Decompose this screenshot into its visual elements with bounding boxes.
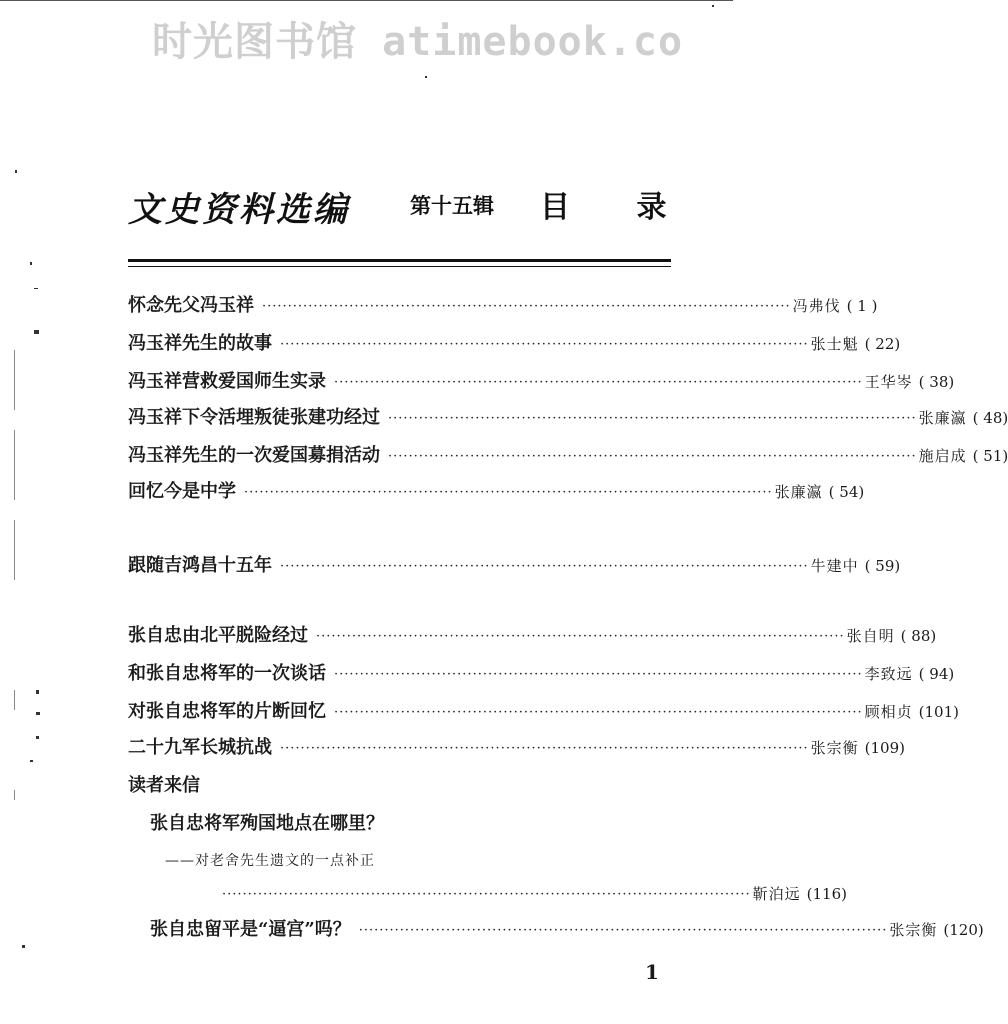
toc-entry[interactable] xyxy=(128,294,878,318)
scan-speck xyxy=(30,262,32,265)
entry-author: 张廉瀛 xyxy=(918,409,967,427)
leader-dots: ······································································································· xyxy=(262,299,791,314)
scan-speck xyxy=(15,170,17,173)
entry-author: 李致远 xyxy=(864,665,913,683)
leader-dots: ······································································································· xyxy=(388,449,917,464)
toc-entry[interactable] xyxy=(150,918,984,942)
entry-page: ( 22) xyxy=(864,335,901,353)
entry-title: 张自忠由北平脱险经过 xyxy=(128,625,308,646)
entry-author: 张廉瀛 xyxy=(774,483,823,501)
entry-author: 张自明 xyxy=(846,627,895,645)
leader-dots: ······································································································· xyxy=(280,559,809,574)
leader-dots: ······································································································· xyxy=(334,667,863,682)
toc-entry[interactable] xyxy=(128,700,959,724)
toc-entry[interactable] xyxy=(128,554,901,578)
entry-title: 和张自忠将军的一次谈话 xyxy=(128,663,326,684)
entry-page: ( 51) xyxy=(972,447,1008,465)
entry-author: 顾相贞 xyxy=(864,703,913,721)
entry-page: (116) xyxy=(806,885,847,903)
toc-entry[interactable] xyxy=(128,624,937,648)
entry-page: (101) xyxy=(918,703,959,721)
entry-title: 跟随吉鸿昌十五年 xyxy=(128,555,272,576)
entry-page: ( 1 ) xyxy=(846,297,878,315)
entry-page: ( 48) xyxy=(972,409,1008,427)
leader-dots: ······································································································· xyxy=(280,741,809,756)
entry-title: 张自忠留平是“逼宫”吗？ xyxy=(150,919,351,940)
leader-dots: ······································································································· xyxy=(316,629,845,644)
entry-title: 冯玉祥营救爱国师生实录 xyxy=(128,371,326,392)
scan-speck xyxy=(34,288,38,289)
scan-speck xyxy=(34,330,39,334)
entry-author: 施启成 xyxy=(918,447,967,465)
toc-entry[interactable] xyxy=(128,736,905,760)
leader-dots: ······································································································· xyxy=(222,887,751,902)
letter-title[interactable]: 张自忠将军殉国地点在哪里？ xyxy=(150,813,384,834)
entry-author: 牛建中 xyxy=(810,557,859,575)
entry-author: 靳泊远 xyxy=(752,885,801,903)
series-title: 文史资料选编 xyxy=(128,190,350,230)
contents-heading: 目 录 xyxy=(540,190,695,225)
scan-speck xyxy=(14,790,15,800)
entry-author: 冯弗伐 xyxy=(792,297,841,315)
scan-speck xyxy=(30,760,33,762)
scan-speck xyxy=(36,712,40,715)
watermark: 时光图书馆 atimebook.co xyxy=(152,19,684,65)
entry-page: (120) xyxy=(943,921,984,939)
toc-entry[interactable] xyxy=(128,480,865,504)
scan-speck xyxy=(22,945,25,948)
entry-title: 二十九军长城抗战 xyxy=(128,737,272,758)
leader-dots: ······································································································· xyxy=(358,923,888,938)
entry-author: 张宗衡 xyxy=(810,739,859,757)
letter-subtitle: ——对老舍先生遗文的一点补正 xyxy=(165,853,375,869)
scan-speck xyxy=(36,690,39,694)
scan-speck xyxy=(14,430,15,500)
toc-entry[interactable] xyxy=(128,662,955,686)
leader-dots: ······································································································· xyxy=(244,485,773,500)
entry-title: 对张自忠将军的片断回忆 xyxy=(128,701,326,722)
toc-entry[interactable] xyxy=(128,370,955,394)
top-border xyxy=(0,0,733,1)
entry-page: ( 94) xyxy=(918,665,955,683)
scan-speck xyxy=(36,736,39,739)
header-rule-thin xyxy=(128,266,671,267)
leader-dots: ······································································································· xyxy=(334,375,863,390)
toc-entry[interactable] xyxy=(128,332,901,356)
header-rule-thick xyxy=(128,259,671,262)
letters-heading: 读者来信 xyxy=(128,775,200,796)
issue-number: 第十五辑 xyxy=(410,193,494,218)
entry-page: ( 38) xyxy=(918,373,955,391)
entry-author: 张士魁 xyxy=(810,335,859,353)
toc-entry-continuation[interactable] xyxy=(222,882,847,906)
leader-dots: ······································································································· xyxy=(388,411,917,426)
entry-page: ( 88) xyxy=(900,627,937,645)
entry-page: ( 54) xyxy=(828,483,865,501)
toc-entry[interactable] xyxy=(128,406,1008,430)
entry-title: 冯玉祥先生的故事 xyxy=(128,333,272,354)
entry-title: 冯玉祥先生的一次爱国募捐活动 xyxy=(128,445,380,466)
entry-author: 王华岑 xyxy=(864,373,913,391)
scan-speck xyxy=(14,350,15,410)
entry-page: (109) xyxy=(864,739,905,757)
entry-title: 回忆今是中学 xyxy=(128,481,236,502)
scan-speck xyxy=(425,76,427,78)
entry-title: 冯玉祥下令活埋叛徒张建功经过 xyxy=(128,407,380,428)
leader-dots: ······································································································· xyxy=(334,705,863,720)
page-number: 1 xyxy=(645,960,659,984)
scan-speck xyxy=(14,690,15,710)
toc-entry[interactable] xyxy=(128,444,1008,468)
leader-dots: ······································································································· xyxy=(280,337,809,352)
scan-speck xyxy=(712,5,714,7)
entry-page: ( 59) xyxy=(864,557,901,575)
entry-title: 怀念先父冯玉祥 xyxy=(128,295,254,316)
entry-author: 张宗衡 xyxy=(889,921,938,939)
scan-speck xyxy=(14,520,15,580)
